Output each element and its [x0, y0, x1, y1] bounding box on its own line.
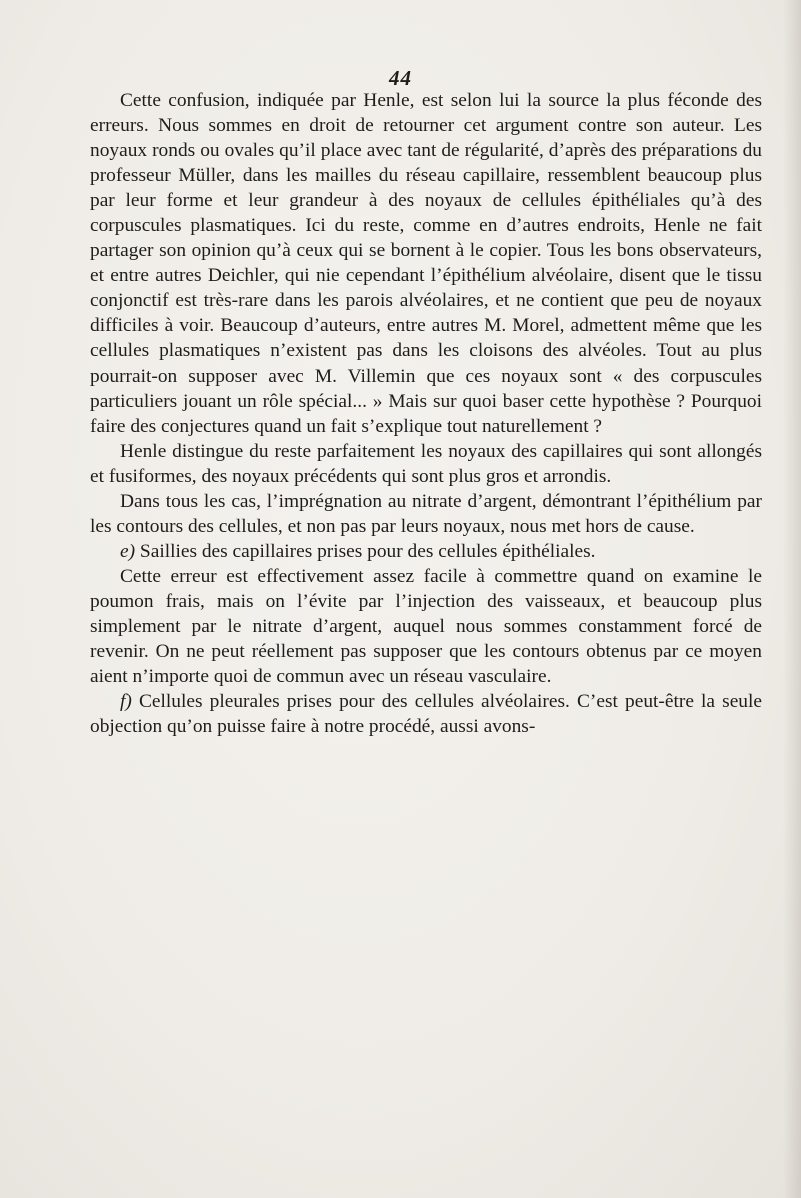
- paragraph-5: [90, 564, 762, 689]
- paragraph-4-label: e): [120, 540, 136, 562]
- paragraph-1-text: Cette confusion, indiquée par Henle, est selon lui la source la plus féconde des erreurs. Nous sommes en droit de retourner cet argument contre son auteur. Les noyaux ronds ou ovales qu’il place avec tant de régularité, d’après des préparations du professeur Müller, dans les mailles du réseau capillaire, ressemblent beaucoup plus par leur forme et leur grandeur à des noyaux de cellules épithéliales qu’à des corpuscules plasmatiques. Ici du reste, comme en d’autres endroits, Henle ne fait partager son opinion qu’à ceux qui se bornent à le copier. Tous les bons observateurs, et entre autres Deichler, qui nie cependant l’épithélium alvéolaire, disent que le tissu conjonctif est très-rare dans les parois alvéolaires, et ne contient que peu de noyaux difficiles à voir. Beaucoup d’auteurs, entre autres M. Morel, admettent même que les cellules plasmatiques n’existent pas dans les cloisons des alvéoles. Tout au plus pourrait-on supposer avec M. Villemin que ces noyaux sont « des corpuscules particuliers jouant un rôle spécial... » Mais sur quoi baser cette hypothèse ? Pourquoi faire des conjectures quand un fait s’explique tout naturellement ?: [90, 90, 762, 437]
- page-number: 44: [389, 66, 412, 90]
- paragraph-4: [90, 539, 762, 564]
- paragraph-5-text: Cette erreur est effectivement assez facile à commettre quand on examine le poumon frais, mais on l’évite par l’injection des vaisseaux, et beaucoup plus simplement par le nitrate d’argent, auquel nous sommes constamment forcé de revenir. On ne peut réellement pas supposer que les contours obtenus par ce moyen aient n’importe quoi de commun avec un réseau vasculaire.: [90, 565, 762, 688]
- paragraph-1: [90, 88, 762, 439]
- paragraph-6-text: Cellules pleurales prises pour des cellules alvéolaires. C’est peut-être la seule objection qu’on puisse faire à notre procédé, aussi avons-: [90, 691, 762, 738]
- paragraph-2: [90, 439, 762, 489]
- paragraph-4-text: Saillies des capillaires prises pour des cellules épithéliales.: [135, 540, 596, 562]
- paragraph-6-label: f): [120, 691, 132, 713]
- page-edge-shadow: [783, 0, 801, 1198]
- paragraph-3: [90, 489, 762, 539]
- body-text: [90, 88, 762, 739]
- paragraph-6: [90, 689, 762, 739]
- paragraph-3-text: Dans tous les cas, l’imprégnation au nitrate d’argent, démontrant l’épithélium par les contours des cellules, et non pas par leurs noyaux, nous met hors de cause.: [90, 490, 762, 537]
- paragraph-2-text: Henle distingue du reste parfaitement les noyaux des capillaires qui sont allongés et fusiformes, des noyaux précédents qui sont plus gros et arrondis.: [90, 440, 762, 487]
